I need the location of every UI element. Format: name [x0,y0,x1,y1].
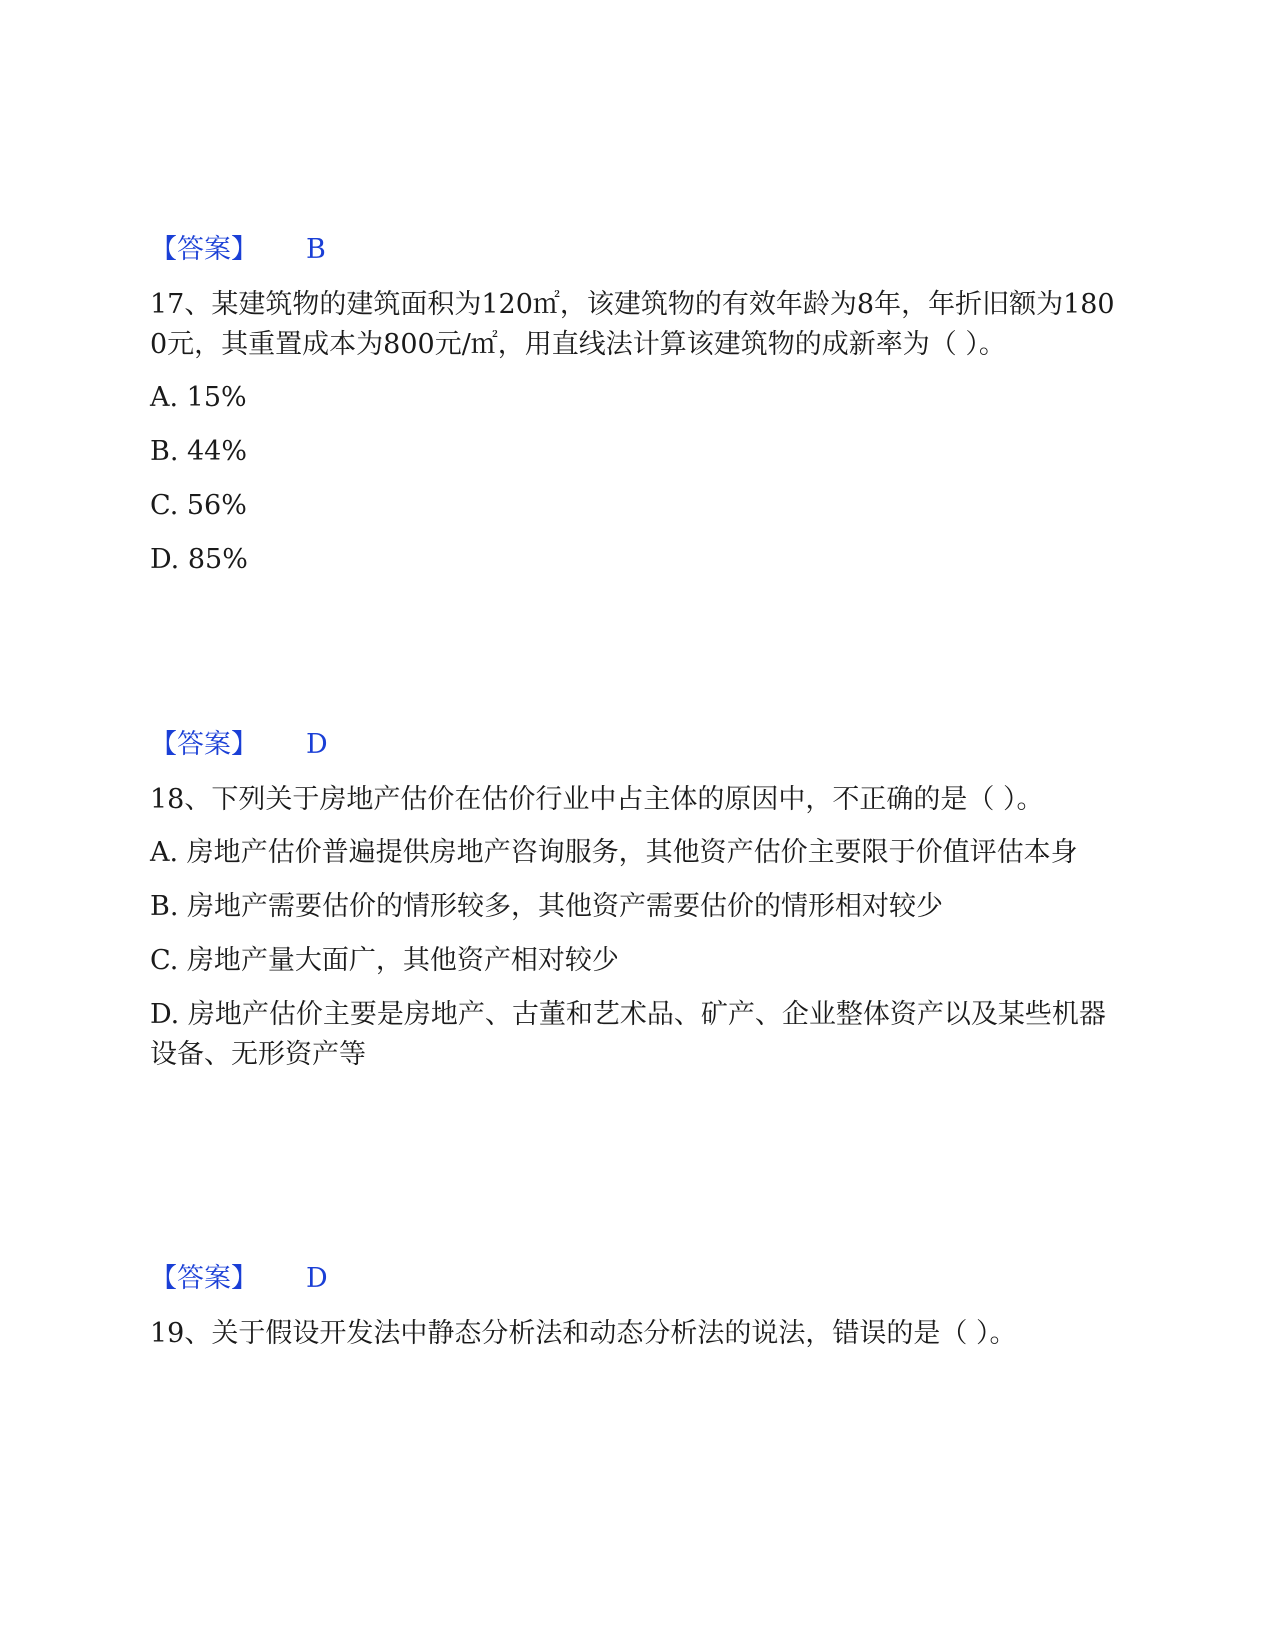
question-text: 19、关于假设开发法中静态分析法和动态分析法的说法，错误的是（ ）。 [150,1318,1017,1349]
option-d: D. 85% [150,544,248,575]
option-b: B. 房地产需要估价的情形较多，其他资产需要估价的情形相对较少 [150,891,944,922]
answer-label: 【答案】 [150,729,258,760]
question-19 [150,1314,1120,1354]
question-17 [150,285,1120,580]
option-a: A. 15% [150,382,247,413]
question-18 [150,780,1120,1075]
option-d: D. 房地产估价主要是房地产、古董和艺术品、矿产、企业整体资产以及某些机器设备、无形资产等 [150,999,1106,1070]
question-text: 17、某建筑物的建筑面积为120㎡，该建筑物的有效年龄为8年，年折旧额为1800元，其重置成本为800元/㎡，用直线法计算该建筑物的成新率为（ ）。 [150,289,1115,360]
answer-value: D [306,729,328,760]
option-a: A. 房地产估价普遍提供房地产咨询服务，其他资产估价主要限于价值评估本身 [150,837,1078,868]
answer-label: 【答案】 [150,234,258,265]
option-b: B. 44% [150,436,248,467]
question-text: 18、下列关于房地产估价在估价行业中占主体的原因中，不正确的是（ ）。 [150,784,1044,815]
answer-line [150,1262,328,1296]
answer-value: D [306,1263,328,1294]
answer-line [150,728,328,762]
option-c: C. 房地产量大面广，其他资产相对较少 [150,945,619,976]
answer-line [150,233,326,267]
option-c: C. 56% [150,490,247,521]
answer-value: B [306,234,326,265]
answer-label: 【答案】 [150,1263,258,1294]
